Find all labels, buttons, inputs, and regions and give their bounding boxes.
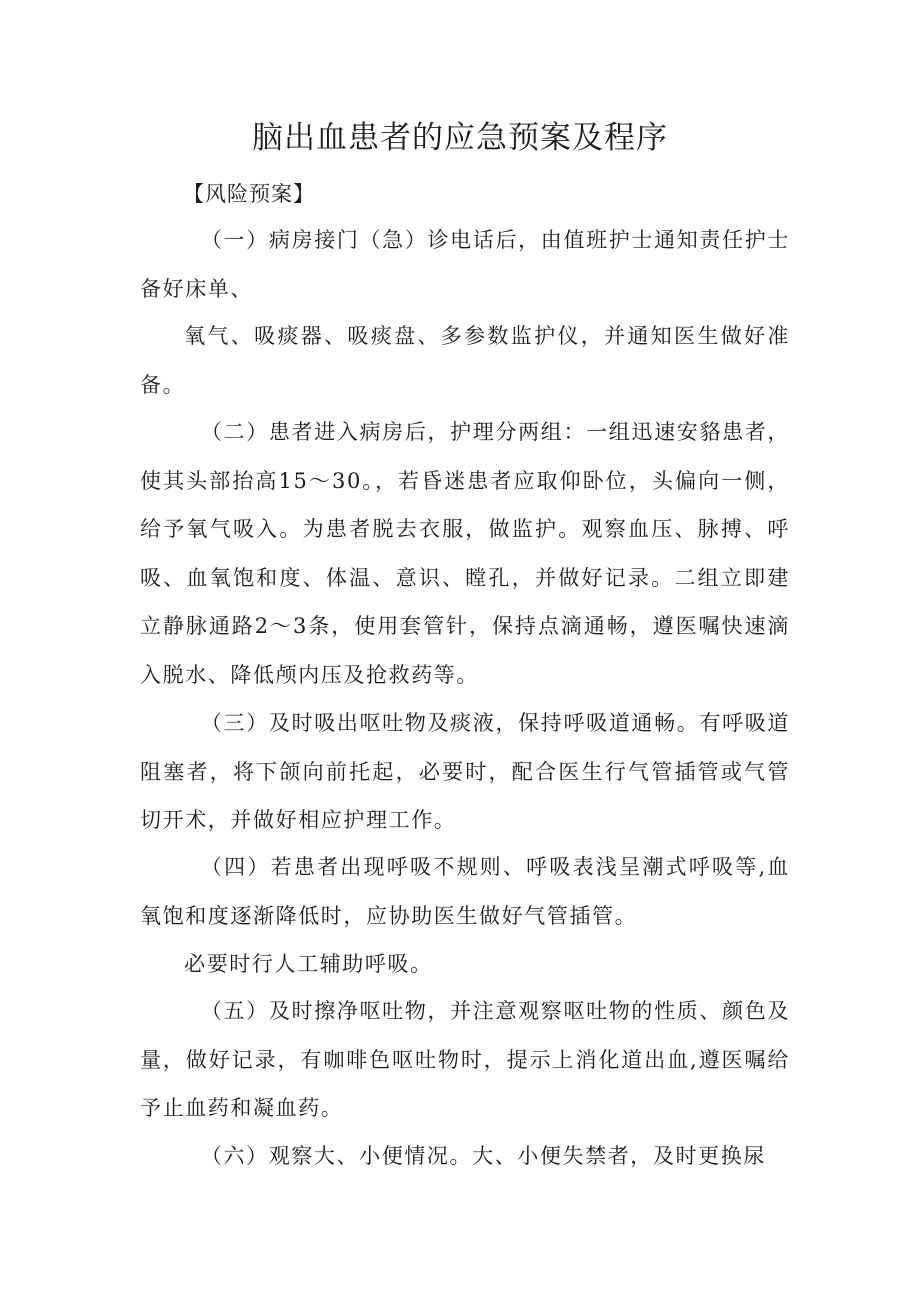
paragraph-2: 氧气、吸痰器、吸痰盘、多参数监护仪，并通知医生做好准备。	[140, 324, 790, 397]
paragraph-3: （二）患者进入病房后，护理分两组：一组迅速安貉患者，使其头部抬高15～30。，若昏迷患者应取仰卧位，头偏向一侧，给予氧气吸入。为患者脱去衣服，做监护。观察血压、脉搏、呼吸、血氧饱和度、体温、意识、瞠孔，并做好记录。二组立即建立静脉通路2～3条，使用套管针，保持点滴通畅，遵医嘱快速滴入脱水、降低颅内压及抢救药等。	[140, 420, 790, 687]
paragraph-8: （六）观察大、小便情况。大、小便失禁者，及时更换尿	[200, 1144, 766, 1168]
paragraph-1: （一）病房接门（急）诊电话后，由值班护士通知责任护士备好床单、	[140, 228, 790, 301]
paragraph-7: （五）及时擦净呕吐物，并注意观察呕吐物的性质、颜色及量，做好记录，有咖啡色呕吐物时，提示上消化道出血,遵医嘱给予止血药和凝血药。	[140, 999, 790, 1120]
page-title: 脑出血患者的应急预案及程序	[252, 120, 668, 156]
paragraph-6: 必要时行人工辅助呼吸。	[184, 952, 433, 976]
section-heading: 【风险预案】	[183, 182, 315, 206]
paragraph-5: （四）若患者出现呼吸不规则、呼吸表浅呈潮式呼吸等,血氧饱和度逐渐降低时，应协助医生做好气管插管。	[140, 855, 790, 928]
paragraph-4: （三）及时吸出呕吐物及痰液，保持呼吸道通畅。有呼吸道阻塞者，将下颌向前托起，必要时，配合医生行气管插管或气管切开术，并做好相应护理工作。	[140, 711, 790, 832]
